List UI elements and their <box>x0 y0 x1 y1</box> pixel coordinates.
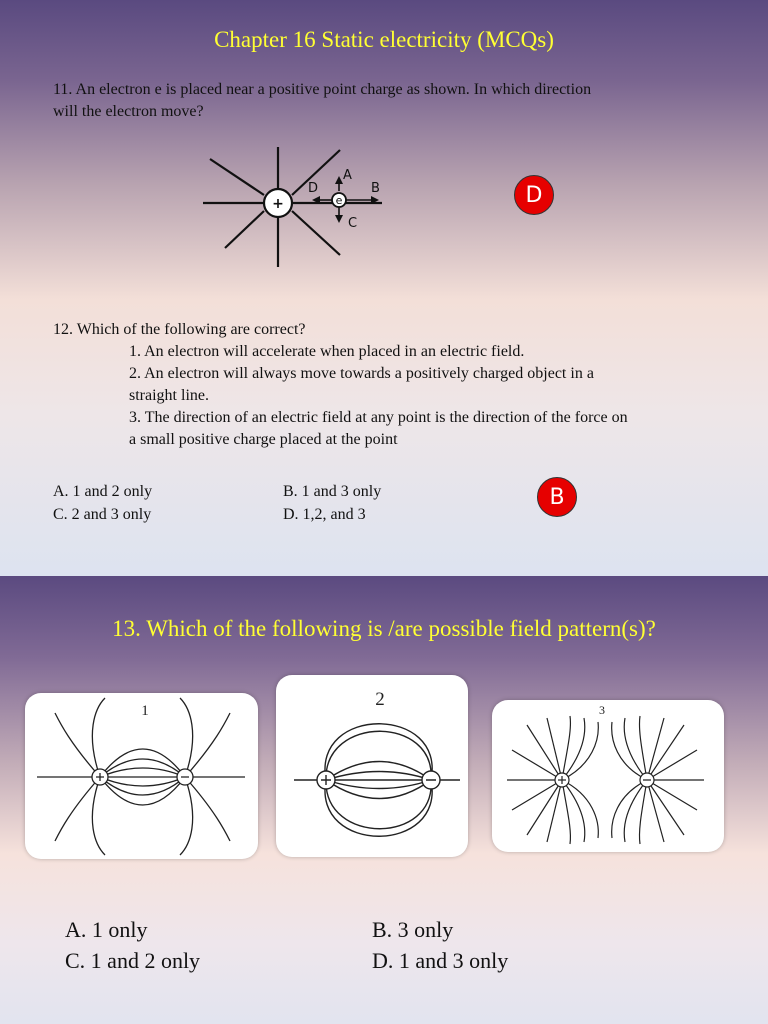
field-line <box>210 159 264 195</box>
positive-charge <box>317 771 335 789</box>
statement-3-line-2: a small positive charge placed at the point <box>129 431 398 448</box>
question-11-line-2: will the electron move? <box>53 103 204 120</box>
question-13-title: 13. Which of the following is /are possible field pattern(s)? <box>112 616 656 641</box>
question-12-text: 12. Which of the following are correct? <box>53 321 306 338</box>
statement-2-line-1: 2. An electron will always move towards a positively charged object in a <box>129 365 594 382</box>
label-c: C <box>348 216 358 231</box>
point-charge-diagram <box>195 140 395 275</box>
statement-1: 1. An electron will accelerate when placed in an electric field. <box>129 343 525 360</box>
positive-charge <box>555 773 569 787</box>
positive-charge <box>264 189 292 217</box>
negative-charge <box>640 773 654 787</box>
field-pattern-1 <box>25 693 258 859</box>
q12-option-d[interactable]: D. 1,2, and 3 <box>283 506 366 523</box>
question-11-line-1: 11. An electron e is placed near a positive point charge as shown. In which direction <box>53 81 592 98</box>
slide-2 <box>0 576 768 1024</box>
positive-charge <box>92 769 108 785</box>
negative-charge <box>177 769 193 785</box>
q13-option-a[interactable]: A. 1 only <box>65 917 148 942</box>
statement-2-line-2: straight line. <box>129 387 209 404</box>
electron <box>332 193 346 207</box>
pattern-3-label: 3 <box>599 703 605 717</box>
q13-option-b[interactable]: B. 3 only <box>372 917 454 942</box>
statement-3-line-1: 3. The direction of an electric field at any point is the direction of the force on <box>129 409 628 426</box>
pattern-2-label: 2 <box>375 689 385 710</box>
pattern-1-label: 1 <box>141 703 149 719</box>
field-line <box>292 211 340 255</box>
field-pattern-3 <box>492 700 724 852</box>
label-b: B <box>371 181 380 196</box>
q13-option-c[interactable]: C. 1 and 2 only <box>65 948 201 973</box>
answer-badge-q11: D <box>514 175 554 215</box>
statement-list <box>53 341 753 451</box>
label-a: A <box>343 168 352 183</box>
q13-option-d[interactable]: D. 1 and 3 only <box>372 948 509 973</box>
q12-option-c[interactable]: C. 2 and 3 only <box>53 506 152 523</box>
plus-sign: + <box>272 196 284 212</box>
electron-label: e <box>335 194 343 207</box>
question-12 <box>53 319 753 451</box>
field-line <box>225 211 264 248</box>
slide-title: Chapter 16 Static electricity (MCQs) <box>214 27 554 52</box>
label-d: D <box>308 181 319 196</box>
q12-option-a[interactable]: A. 1 and 2 only <box>53 483 153 500</box>
question-11 <box>53 79 591 123</box>
negative-charge <box>422 771 440 789</box>
field-pattern-2 <box>276 675 468 857</box>
answer-badge-q12: B <box>537 477 577 517</box>
q12-option-b[interactable]: B. 1 and 3 only <box>283 483 382 500</box>
